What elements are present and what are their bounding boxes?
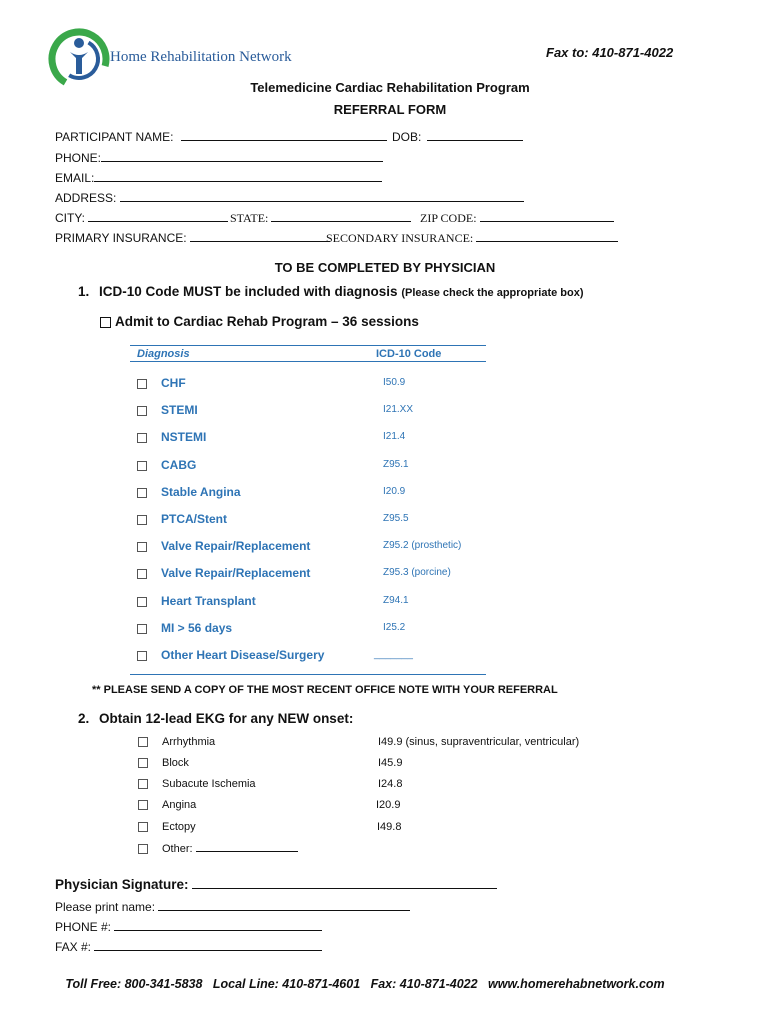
address-field[interactable] — [55, 191, 524, 205]
physician-phone-field[interactable] — [55, 920, 322, 934]
item2-text: Obtain 12-lead EKG for any NEW onset: — [99, 711, 354, 726]
diagnosis-code: Z95.1 — [383, 459, 409, 470]
secondary-insurance-field[interactable] — [326, 231, 618, 246]
physician-phone-label: PHONE #: — [55, 920, 112, 934]
diagnosis-label: CHF — [161, 376, 186, 390]
diagnosis-option[interactable] — [137, 403, 198, 417]
diagnosis-label: CABG — [161, 458, 197, 472]
icd-instruction — [78, 284, 584, 299]
ekg-option[interactable] — [138, 778, 256, 790]
form-title: REFERRAL FORM — [333, 102, 447, 117]
ekg-option[interactable] — [138, 736, 215, 748]
diagnosis-label: Stable Angina — [161, 485, 241, 499]
email-field[interactable] — [55, 171, 382, 185]
office-note: ** PLEASE SEND A COPY OF THE MOST RECENT OFFICE NOTE WITH YOUR REFERRAL — [92, 684, 558, 696]
admit-checkbox[interactable] — [100, 317, 111, 328]
diagnosis-checkbox[interactable] — [137, 379, 147, 389]
item2-number: 2. — [78, 711, 90, 726]
print-name-field[interactable] — [55, 900, 410, 914]
diagnosis-code: Z95.2 (prosthetic) — [383, 540, 462, 551]
primary-insurance-label: PRIMARY INSURANCE: — [55, 231, 187, 245]
icd-code-header: ICD-10 Code — [376, 348, 442, 360]
ekg-option[interactable] — [138, 757, 189, 769]
admit-option[interactable] — [100, 314, 419, 329]
diagnosis-table-bottom-rule — [130, 674, 486, 675]
ekg-checkbox[interactable] — [138, 822, 148, 832]
diagnosis-table-top-rule — [130, 345, 486, 346]
diagnosis-code: I21.XX — [383, 404, 414, 415]
participant-name-field[interactable] — [55, 130, 387, 144]
physician-fax-label: FAX #: — [55, 940, 92, 954]
diagnosis-option[interactable] — [137, 458, 196, 472]
diagnosis-option[interactable] — [137, 430, 206, 444]
zip-label: ZIP CODE: — [420, 211, 477, 225]
ekg-code: I24.8 — [378, 778, 403, 790]
state-field[interactable] — [230, 211, 411, 226]
diagnosis-header: Diagnosis — [137, 348, 190, 360]
ekg-checkbox[interactable] — [138, 779, 148, 789]
footer-contact: Toll Free: 800-341-5838 Local Line: 410-871-4601 Fax: 410-871-4022 www.homerehabnetwork.com — [65, 977, 665, 991]
diagnosis-checkbox[interactable] — [137, 651, 147, 661]
diagnosis-code: Z95.3 (porcine) — [383, 567, 451, 578]
admit-label: Admit to Cardiac Rehab Program – 36 sessions — [115, 314, 419, 329]
diagnosis-label: Heart Transplant — [161, 594, 256, 608]
diagnosis-code: I21.4 — [383, 431, 406, 442]
diagnosis-label: Other Heart Disease/Surgery — [161, 648, 325, 662]
diagnosis-checkbox[interactable] — [137, 542, 147, 552]
diagnosis-checkbox[interactable] — [137, 488, 147, 498]
participant-name-label: PARTICIPANT NAME: — [55, 130, 174, 144]
diagnosis-label: MI > 56 days — [161, 621, 233, 635]
phone-field[interactable] — [55, 151, 383, 165]
diagnosis-checkbox[interactable] — [137, 597, 147, 607]
diagnosis-checkbox[interactable] — [137, 515, 147, 525]
state-label: STATE: — [230, 211, 269, 225]
ekg-instruction — [78, 711, 353, 726]
diagnosis-option[interactable] — [137, 376, 186, 390]
diagnosis-code: I25.2 — [383, 622, 406, 633]
diagnosis-checkbox[interactable] — [137, 569, 147, 579]
diagnosis-code: I20.9 — [383, 486, 406, 497]
diagnosis-option[interactable] — [137, 512, 227, 526]
ekg-label: Arrhythmia — [162, 736, 216, 748]
diagnosis-label: Valve Repair/Replacement — [161, 566, 311, 580]
city-label: CITY: — [55, 211, 86, 225]
org-name: Home Rehabilitation Network — [110, 49, 292, 65]
print-name-label: Please print name: — [55, 900, 156, 914]
item1-text: ICD-10 Code MUST be included with diagnosis — [99, 284, 398, 299]
dob-field[interactable] — [392, 130, 523, 144]
diagnosis-checkbox[interactable] — [137, 406, 147, 416]
program-title: Telemedicine Cardiac Rehabilitation Program — [250, 80, 530, 95]
diagnosis-option[interactable] — [137, 648, 324, 662]
diagnosis-label: PTCA/Stent — [161, 512, 227, 526]
secondary-insurance-label: SECONDARY INSURANCE: — [326, 231, 474, 245]
ekg-code: I20.9 — [376, 799, 401, 811]
diagnosis-label: STEMI — [161, 403, 198, 417]
diagnosis-checkbox[interactable] — [137, 461, 147, 471]
city-field[interactable] — [55, 211, 228, 225]
ekg-other-option[interactable] — [138, 843, 298, 855]
ekg-code: I45.9 — [378, 757, 403, 769]
phone-label: PHONE: — [55, 151, 102, 165]
diagnosis-option[interactable] — [137, 485, 241, 499]
fax-header: Fax to: 410-871-4022 — [546, 45, 674, 60]
diagnosis-option[interactable] — [137, 566, 310, 580]
diagnosis-table-header-rule — [130, 361, 486, 362]
diagnosis-option[interactable] — [137, 621, 232, 635]
ekg-checkbox[interactable] — [138, 800, 148, 810]
item1-note: (Please check the appropriate box) — [401, 287, 584, 299]
address-label: ADDRESS: — [55, 191, 117, 205]
dob-label: DOB: — [392, 130, 422, 144]
ekg-label: Angina — [162, 799, 197, 811]
email-label: EMAIL: — [55, 171, 95, 185]
diagnosis-code: _______ — [374, 649, 413, 660]
ekg-code: I49.9 (sinus, supraventricular, ventricular) — [378, 736, 580, 748]
ekg-option[interactable] — [138, 821, 196, 833]
ekg-label: Ectopy — [162, 821, 196, 833]
ekg-checkbox[interactable] — [138, 758, 148, 768]
physician-section-title: TO BE COMPLETED BY PHYSICIAN — [274, 260, 496, 275]
signature-label: Physician Signature: — [55, 877, 189, 892]
diagnosis-checkbox[interactable] — [137, 624, 147, 634]
ekg-other-label: Other: — [162, 843, 193, 855]
ekg-checkbox[interactable] — [138, 737, 148, 747]
physician-fax-field[interactable] — [55, 940, 322, 954]
diagnosis-code: I50.9 — [383, 377, 406, 388]
item1-number: 1. — [78, 284, 90, 299]
diagnosis-option[interactable] — [137, 594, 256, 608]
diagnosis-code: Z95.5 — [383, 513, 409, 524]
diagnosis-code: Z94.1 — [383, 595, 409, 606]
ekg-code: I49.8 — [377, 821, 402, 833]
ekg-other-checkbox[interactable] — [138, 844, 148, 854]
diagnosis-label: NSTEMI — [161, 430, 207, 444]
zip-field[interactable] — [420, 211, 614, 226]
physician-signature-field[interactable] — [55, 877, 497, 892]
ekg-label: Subacute Ischemia — [162, 778, 256, 790]
ekg-label: Block — [162, 757, 189, 769]
ekg-option[interactable] — [138, 799, 196, 811]
diagnosis-option[interactable] — [137, 539, 310, 553]
primary-insurance-field[interactable] — [55, 231, 330, 245]
diagnosis-checkbox[interactable] — [137, 433, 147, 443]
diagnosis-label: Valve Repair/Replacement — [161, 539, 311, 553]
